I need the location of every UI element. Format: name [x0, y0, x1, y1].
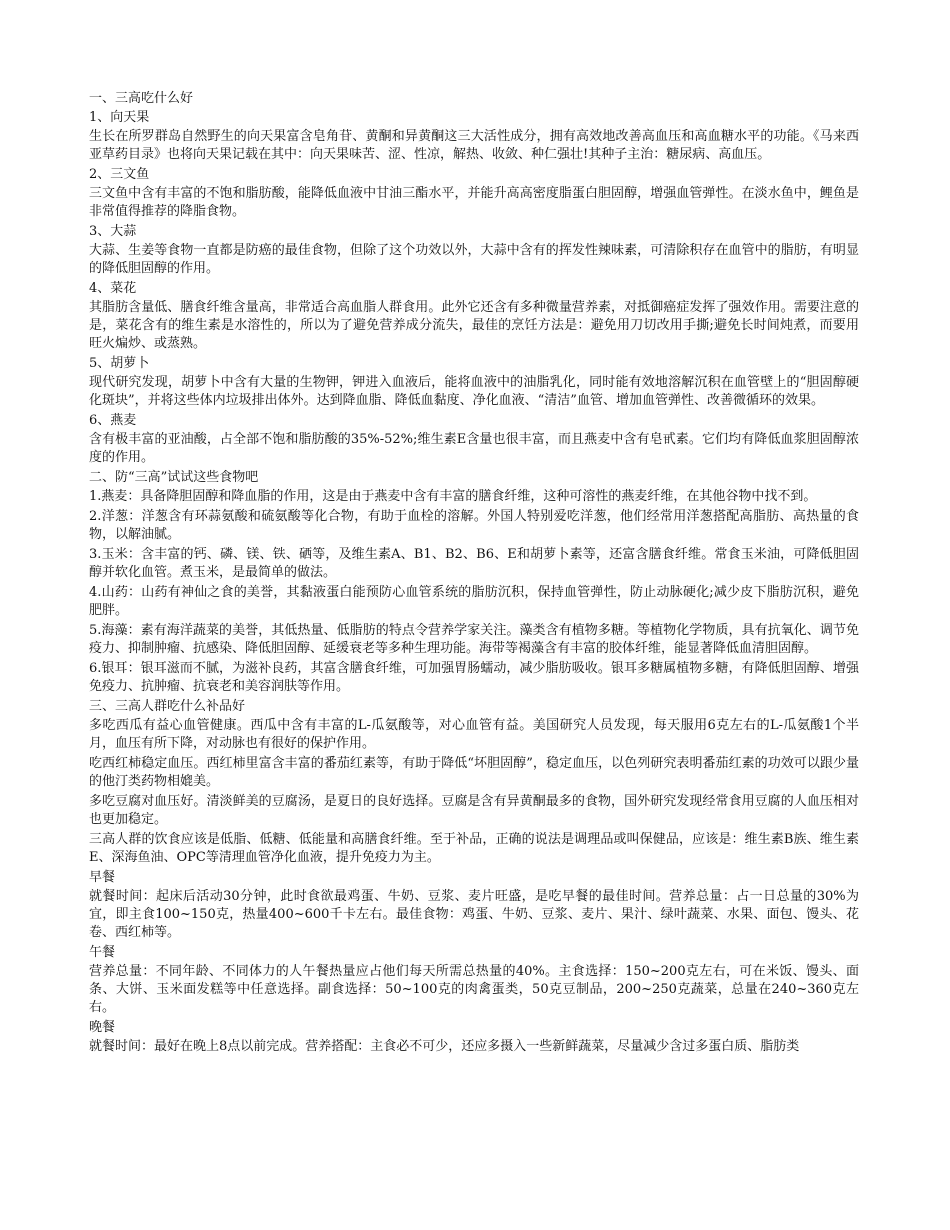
paragraph: 多吃豆腐对血压好。清淡鲜美的豆腐汤，是夏日的良好选择。豆腐是含有异黄酮最多的食物，国外研究发现经常食用豆腐的人血压相对也更加稳定。: [89, 794, 859, 827]
paragraph: 1.燕麦：具备降胆固醇和降血脂的作用，这是由于燕麦中含有丰富的膳食纤维，这种可溶性的燕麦纤维，在其他谷物中找不到。: [89, 489, 817, 504]
paragraph: 6.银耳：银耳滋而不腻，为滋补良药，其富含膳食纤维，可加强胃肠蠕动，减少脂肪吸收。银耳多糖属植物多糖，有降低胆固醇、增强免疫力、抗肿瘤、抗衰老和美容润肤等作用。: [89, 661, 859, 694]
section-heading: 二、防“三高”试试这些食物吧: [89, 470, 259, 485]
paragraph: 生长在所罗群岛自然野生的向天果富含皂角苷、黄酮和异黄酮这三大活性成分，拥有高效地改善高血压和高血糖水平的功能。《马来西亚草药目录》也将向天果记载在其中：向天果味苦、涩、性凉，解热、收敛、种仁强壮!其种子主治：糖尿病、高血压。: [89, 129, 859, 162]
paragraph: 就餐时间：最好在晚上8点以前完成。营养搭配：主食必不可少，还应多摄入一些新鲜蔬菜，尽量减少含过多蛋白质、脂肪类: [89, 1039, 800, 1054]
document-body: [89, 90, 859, 1058]
section-heading: 3、大蒜: [89, 224, 137, 239]
section-heading: 一、三高吃什么好: [89, 91, 194, 106]
paragraph: 多吃西瓜有益心血管健康。西瓜中含有丰富的L-瓜氨酸等，对心血管有益。美国研究人员发现，每天服用6克左右的L-瓜氨酸1个半月，血压有所下降，对动脉也有很好的保护作用。: [89, 718, 859, 751]
paragraph: 就餐时间：起床后活动30分钟，此时食欲最鸡蛋、牛奶、豆浆、麦片旺盛，是吃早餐的最佳时间。营养总量：占一日总量的30%为宜，即主食100~150克，热量400~600千卡左右。最佳食物：鸡蛋、牛奶、豆浆、麦片、果汁、绿叶蔬菜、水果、面包、馒头、花卷、西红柿等。: [89, 889, 859, 940]
paragraph: 吃西红柿稳定血压。西红柿里富含丰富的番茄红素等，有助于降低“坏胆固醇”，稳定血压，以色列研究表明番茄红素的功效可以跟少量的他汀类药物相媲美。: [89, 756, 859, 789]
paragraph: 营养总量：不同年龄、不同体力的人午餐热量应占他们每天所需总热量的40%。主食选择：150~200克左右，可在米饭、馒头、面条、大饼、玉米面发糕等中任意选择。副食选择：50~100克的肉禽蛋类，50克豆制品，200~250克蔬菜，总量在240~360克左右。: [89, 964, 859, 1015]
section-heading: 5、胡萝卜: [89, 356, 150, 371]
paragraph: 其脂肪含量低、膳食纤维含量高，非常适合高血脂人群食用。此外它还含有多种微量营养素，对抵御癌症发挥了强效作用。需要注意的是，菜花含有的维生素是水溶性的，所以为了避免营养成分流失，最佳的烹饪方法是：避免用刀切改用手撕;避免长时间炖煮，而要用旺火煸炒、或蒸熟。: [89, 300, 859, 351]
paragraph: 2.洋葱：洋葱含有环蒜氨酸和硫氨酸等化合物，有助于血栓的溶解。外国人特别爱吃洋葱，他们经常用洋葱搭配高脂肪、高热量的食物，以解油腻。: [89, 509, 859, 542]
section-heading: 晚餐: [89, 1020, 116, 1035]
paragraph: 5.海藻：素有海洋蔬菜的美誉，其低热量、低脂肪的特点令营养学家关注。藻类含有植物多糖。等植物化学物质，具有抗氧化、调节免疫力、抑制肿瘤、抗感染、降低胆固醇、延缓衰老等多种生理功能。海带等褐藻含有丰富的胶体纤维，能显著降低血清胆固醇。: [89, 623, 859, 656]
paragraph: 三文鱼中含有丰富的不饱和脂肪酸，能降低血液中甘油三酯水平，并能升高高密度脂蛋白胆固醇，增强血管弹性。在淡水鱼中，鲤鱼是非常值得推荐的降脂食物。: [89, 186, 859, 219]
paragraph: 现代研究发现，胡萝卜中含有大量的生物钾，钾进入血液后，能将血液中的油脂乳化，同时能有效地溶解沉积在血管壁上的“胆固醇硬化斑块”，并将这些体内垃圾排出体外。达到降血脂、降低血黏度、净化血液、“清洁”血管、增加血管弹性、改善微循环的效果。: [89, 375, 859, 408]
section-heading: 1、向天果: [89, 110, 150, 125]
section-heading: 三、三高人群吃什么补品好: [89, 699, 246, 714]
section-heading: 2、三文鱼: [89, 167, 150, 182]
paragraph: 大蒜、生姜等食物一直都是防癌的最佳食物，但除了这个功效以外，大蒜中含有的挥发性辣味素，可清除积存在血管中的脂肪，有明显的降低胆固醇的作用。: [89, 243, 859, 276]
section-heading: 早餐: [89, 870, 116, 885]
section-heading: 4、菜花: [89, 281, 137, 296]
paragraph: 4.山药：山药有神仙之食的美誉，其黏液蛋白能预防心血管系统的脂肪沉积，保持血管弹性，防止动脉硬化;减少皮下脂肪沉积，避免肥胖。: [89, 585, 859, 618]
paragraph: 3.玉米：含丰富的钙、磷、镁、铁、硒等，及维生素A、B1、B2、B6、E和胡萝卜素等，还富含膳食纤维。常食玉米油，可降低胆固醇并软化血管。煮玉米，是最简单的做法。: [89, 547, 859, 580]
section-heading: 午餐: [89, 945, 116, 960]
paragraph: 三高人群的饮食应该是低脂、低糖、低能量和高膳食纤维。至于补品，正确的说法是调理品或叫保健品，应该是：维生素B族、维生素E、深海鱼油、OPC等清理血管净化血液，提升免疫力为主。: [89, 832, 859, 865]
paragraph: 含有极丰富的亚油酸，占全部不饱和脂肪酸的35%-52%;维生素E含量也很丰富，而且燕麦中含有皂甙素。它们均有降低血浆胆固醇浓度的作用。: [89, 432, 859, 465]
section-heading: 6、燕麦: [89, 413, 137, 428]
